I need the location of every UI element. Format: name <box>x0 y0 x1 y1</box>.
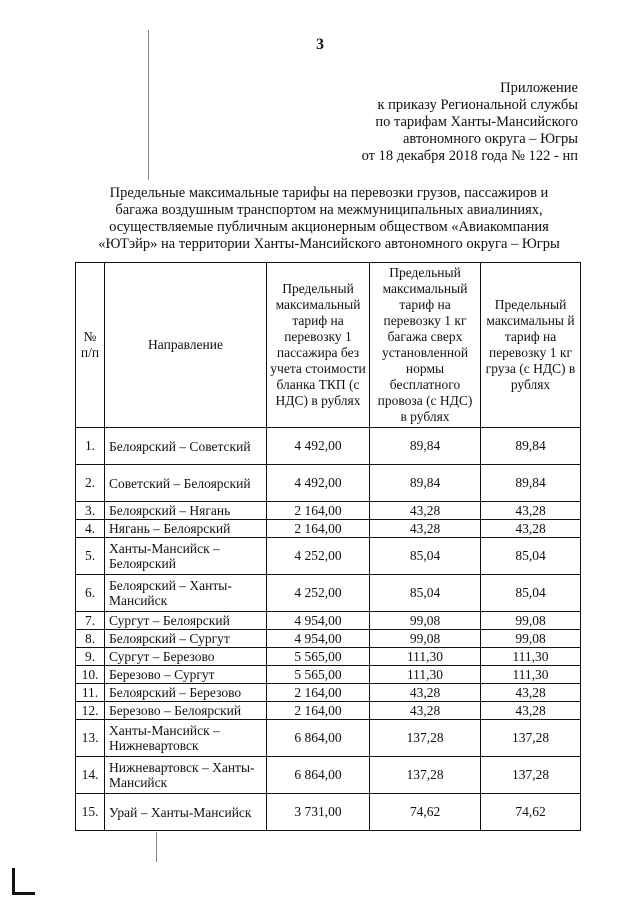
appendix-block <box>362 80 578 165</box>
appendix-line: Приложение <box>500 80 578 96</box>
table-row <box>76 702 581 720</box>
row-passenger-tariff: 5 565,00 <box>267 648 370 666</box>
row-baggage-tariff: 89,84 <box>370 465 481 502</box>
tariff-table <box>75 262 581 831</box>
row-passenger-tariff: 4 954,00 <box>267 612 370 630</box>
row-baggage-tariff: 137,28 <box>370 720 481 757</box>
table-row <box>76 538 581 575</box>
row-cargo-tariff: 137,28 <box>481 720 581 757</box>
row-direction: Березово – Сургут <box>105 666 267 684</box>
row-passenger-tariff: 4 252,00 <box>267 575 370 612</box>
row-direction: Сургут – Белоярский <box>105 612 267 630</box>
row-number: 8. <box>76 630 105 648</box>
table-row <box>76 520 581 538</box>
row-cargo-tariff: 137,28 <box>481 757 581 794</box>
table-row <box>76 757 581 794</box>
table-row <box>76 612 581 630</box>
document-title: Предельные максимальные тарифы на перевозки грузов, пассажиров и багажа воздушным транспортом на межмуниципальных авиалиниях, осуществляемые публичным акционерным обществом «Авиакомпания «ЮТэйр» на территории Ханты-Мансийского автономного округа – Югры <box>98 185 560 252</box>
row-baggage-tariff: 99,08 <box>370 612 481 630</box>
row-direction: Белоярский – Сургут <box>105 630 267 648</box>
scan-margin-mark <box>156 832 157 862</box>
row-number: 14. <box>76 757 105 794</box>
row-cargo-tariff: 89,84 <box>481 428 581 465</box>
row-direction: Урай – Ханты-Мансийск <box>105 794 267 831</box>
row-passenger-tariff: 6 864,00 <box>267 720 370 757</box>
row-baggage-tariff: 74,62 <box>370 794 481 831</box>
row-baggage-tariff: 89,84 <box>370 428 481 465</box>
row-cargo-tariff: 74,62 <box>481 794 581 831</box>
row-cargo-tariff: 99,08 <box>481 612 581 630</box>
row-number: 15. <box>76 794 105 831</box>
appendix-line: от 18 декабря 2018 года № 122 - нп <box>361 148 578 164</box>
row-passenger-tariff: 2 164,00 <box>267 520 370 538</box>
header-baggage-tariff: Предельный максимальный тариф на перевозку 1 кг багажа сверх установленной нормы бесплатного провоза (с НДС) в рублях <box>370 263 481 428</box>
row-baggage-tariff: 111,30 <box>370 666 481 684</box>
row-cargo-tariff: 43,28 <box>481 684 581 702</box>
scan-corner-mark <box>12 868 35 895</box>
row-baggage-tariff: 85,04 <box>370 538 481 575</box>
row-passenger-tariff: 4 492,00 <box>267 465 370 502</box>
row-number: 11. <box>76 684 105 702</box>
row-passenger-tariff: 6 864,00 <box>267 757 370 794</box>
row-direction: Нягань – Белоярский <box>105 520 267 538</box>
row-direction: Сургут – Березово <box>105 648 267 666</box>
row-direction: Советский – Белоярский <box>105 465 267 502</box>
row-direction: Березово – Белоярский <box>105 702 267 720</box>
row-direction: Нижневартовск – Ханты-Мансийск <box>105 757 267 794</box>
row-cargo-tariff: 85,04 <box>481 575 581 612</box>
table-row <box>76 794 581 831</box>
row-cargo-tariff: 43,28 <box>481 502 581 520</box>
table-header-row <box>76 263 581 428</box>
row-number: 13. <box>76 720 105 757</box>
table-row <box>76 465 581 502</box>
row-baggage-tariff: 111,30 <box>370 648 481 666</box>
row-direction: Ханты-Мансийск – Нижневартовск <box>105 720 267 757</box>
row-baggage-tariff: 43,28 <box>370 684 481 702</box>
table-row <box>76 684 581 702</box>
row-passenger-tariff: 2 164,00 <box>267 684 370 702</box>
row-passenger-tariff: 5 565,00 <box>267 666 370 684</box>
row-cargo-tariff: 89,84 <box>481 465 581 502</box>
header-direction: Направление <box>105 263 267 428</box>
row-passenger-tariff: 4 954,00 <box>267 630 370 648</box>
row-baggage-tariff: 85,04 <box>370 575 481 612</box>
row-cargo-tariff: 111,30 <box>481 666 581 684</box>
row-direction: Белоярский – Березово <box>105 684 267 702</box>
row-passenger-tariff: 3 731,00 <box>267 794 370 831</box>
table-row <box>76 720 581 757</box>
table-row <box>76 575 581 612</box>
row-baggage-tariff: 99,08 <box>370 630 481 648</box>
row-direction: Ханты-Мансийск – Белоярский <box>105 538 267 575</box>
table-row <box>76 648 581 666</box>
appendix-line: автономного округа – Югры <box>402 131 578 147</box>
row-number: 1. <box>76 428 105 465</box>
row-passenger-tariff: 2 164,00 <box>267 702 370 720</box>
row-baggage-tariff: 43,28 <box>370 520 481 538</box>
row-number: 5. <box>76 538 105 575</box>
table-row <box>76 428 581 465</box>
row-passenger-tariff: 4 492,00 <box>267 428 370 465</box>
row-cargo-tariff: 85,04 <box>481 538 581 575</box>
row-number: 12. <box>76 702 105 720</box>
header-passenger-tariff: Предельный максимальный тариф на перевозку 1 пассажира без учета стоимости бланка ТКП (с НДС) в рублях <box>267 263 370 428</box>
row-baggage-tariff: 137,28 <box>370 757 481 794</box>
appendix-line: к приказу Региональной службы <box>377 97 578 113</box>
header-num: № п/п <box>76 263 105 428</box>
table-row <box>76 666 581 684</box>
row-direction: Белоярский – Советский <box>105 428 267 465</box>
row-baggage-tariff: 43,28 <box>370 702 481 720</box>
row-passenger-tariff: 4 252,00 <box>267 538 370 575</box>
row-number: 2. <box>76 465 105 502</box>
row-number: 3. <box>76 502 105 520</box>
row-cargo-tariff: 99,08 <box>481 630 581 648</box>
table-row <box>76 502 581 520</box>
table-row <box>76 630 581 648</box>
row-cargo-tariff: 43,28 <box>481 702 581 720</box>
row-number: 9. <box>76 648 105 666</box>
row-direction: Белоярский – Ханты-Мансийск <box>105 575 267 612</box>
row-number: 6. <box>76 575 105 612</box>
row-number: 10. <box>76 666 105 684</box>
header-cargo-tariff: Предельный максимальны й тариф на перевозку 1 кг груза (с НДС) в рублях <box>481 263 581 428</box>
page-number: 3 <box>316 36 324 53</box>
row-direction: Белоярский – Нягань <box>105 502 267 520</box>
row-cargo-tariff: 111,30 <box>481 648 581 666</box>
row-baggage-tariff: 43,28 <box>370 502 481 520</box>
row-number: 4. <box>76 520 105 538</box>
appendix-line: по тарифам Ханты-Мансийского <box>375 114 578 130</box>
row-cargo-tariff: 43,28 <box>481 520 581 538</box>
row-passenger-tariff: 2 164,00 <box>267 502 370 520</box>
row-number: 7. <box>76 612 105 630</box>
